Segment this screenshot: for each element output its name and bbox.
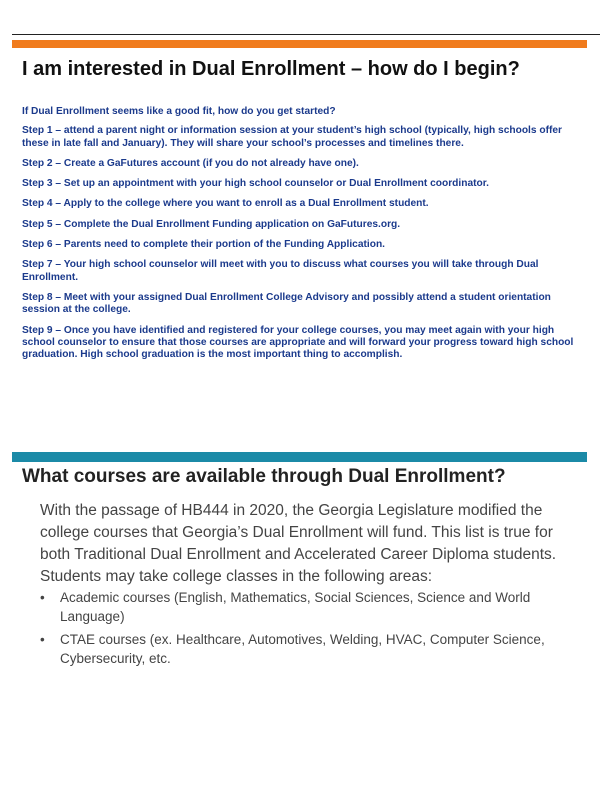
step-3: Step 3 – Set up an appointment with your high school counselor or Dual Enrollment coordinator.	[22, 178, 489, 190]
section2-title: What courses are available through Dual Enrollment?	[22, 466, 506, 487]
step-1: Step 1 – attend a parent night or information session at your student’s high school (typically, high schools offer these in late fall and January). They will share your school’s processes and timelines there.	[22, 125, 563, 149]
step-2: Step 2 – Create a GaFutures account (if you do not already have one).	[22, 157, 359, 169]
bullet-text-academic: Academic courses (English, Mathematics, Social Sciences, Science and World Language)	[60, 590, 531, 624]
orange-accent-bar	[12, 40, 587, 48]
courses-paragraph: With the passage of HB444 in 2020, the Georgia Legislature modified the college courses that Georgia’s Dual Enrollment will fund. This list is true for both Traditional Dual Enrollment and Accelerated Career Diploma students. Students may take college classes in the following areas:	[40, 502, 557, 585]
courses-bullet-list	[40, 588, 575, 672]
bullet-icon: •	[40, 632, 45, 647]
list-item	[40, 588, 575, 626]
bullet-icon: •	[40, 590, 45, 605]
step-8: Step 8 – Meet with your assigned Dual Enrollment College Advisory and possibly attend a student orientation session at the college.	[22, 291, 551, 316]
bullet-text-ctae: CTAE courses (ex. Healthcare, Automotives, Welding, HVAC, Computer Science, Cybersecurity, etc.	[60, 632, 545, 666]
list-item	[40, 630, 575, 668]
step-5: Step 5 – Complete the Dual Enrollment Funding application on GaFutures.org.	[22, 218, 401, 230]
step-9: Step 9 – Once you have identified and registered for your college courses, you may meet again with your high school counselor to ensure that those courses are appropriate and will forward your progress toward high school graduation. High school graduation is the most important thing to accomplish.	[22, 324, 574, 361]
teal-accent-bar	[12, 452, 587, 462]
step-6: Step 6 – Parents need to complete their portion of the Funding Application.	[22, 239, 385, 251]
step-4: Step 4 – Apply to the college where you want to enroll as a Dual Enrollment student.	[22, 198, 429, 210]
steps-list	[22, 106, 578, 369]
steps-intro: If Dual Enrollment seems like a good fit, how do you get started?	[22, 106, 336, 117]
top-divider	[12, 34, 600, 35]
section1-title: I am interested in Dual Enrollment – how do I begin?	[22, 58, 520, 80]
step-7: Step 7 – Your high school counselor will meet with you to discuss what courses you will take through Dual Enrollment.	[22, 259, 539, 283]
